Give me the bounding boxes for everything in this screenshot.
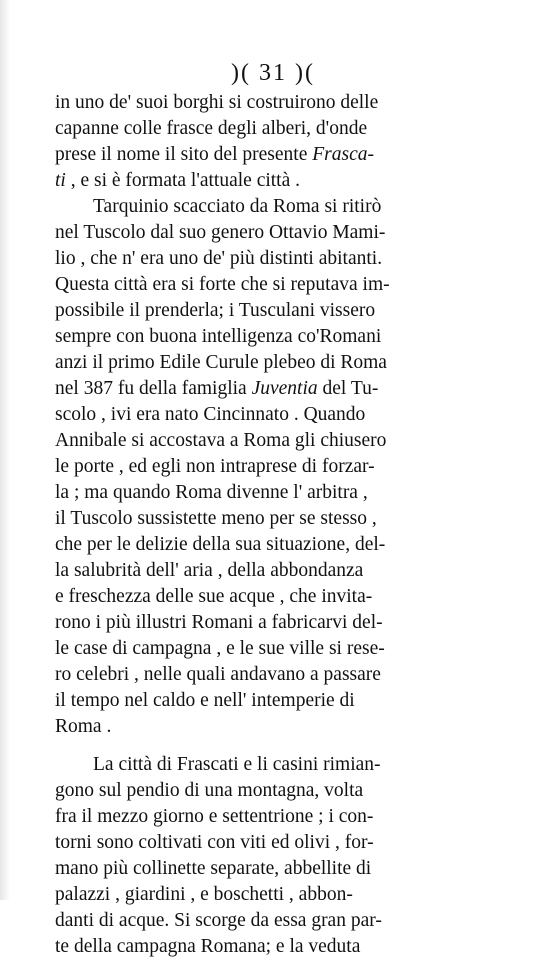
text-line xyxy=(55,220,465,246)
text-line xyxy=(55,324,465,350)
text-run: possibile il prenderla; i Tusculani vissero xyxy=(55,300,376,321)
text-line xyxy=(55,376,465,402)
text-run: mano più collinette separate, abbellite di xyxy=(55,858,372,879)
text-line xyxy=(55,90,465,116)
text-run: e freschezza delle sue acque , che invita- xyxy=(55,586,373,607)
text-run: Annibale si accostava a Roma gli chiusero xyxy=(55,430,387,451)
text-line xyxy=(55,194,465,220)
text-line xyxy=(55,662,465,688)
text-line xyxy=(55,532,465,558)
text-line xyxy=(55,480,465,506)
text-run: fra il mezzo giorno e settentrione ; i con- xyxy=(55,806,374,827)
text-run: sempre con buona intelligenza co'Romani xyxy=(55,326,382,347)
text-run: Roma . xyxy=(55,716,112,737)
text-run: che per le delizie della sua situazione, del- xyxy=(55,534,386,555)
page-header: )( 31 )( xyxy=(231,60,315,86)
text-line xyxy=(55,714,465,740)
text-run: le porte , ed egli non intraprese di forzar- xyxy=(55,456,375,477)
text-line xyxy=(55,142,465,168)
text-run: le case di campagna , e le sue ville si rese- xyxy=(55,638,385,659)
text-run: del Tu- xyxy=(317,378,379,399)
text-run: lio , che n' era uno de' più distinti abitanti. xyxy=(55,248,383,269)
italic-text: Juventia xyxy=(251,378,318,399)
text-run: anzi il primo Edile Curule plebeo di Roma xyxy=(55,352,387,373)
text-line xyxy=(55,882,465,908)
text-run: nel 387 fu della famiglia xyxy=(55,378,252,399)
text-run: , e si è formata l'attuale città . xyxy=(65,170,301,191)
text-run: la ; ma quando Roma divenne l' arbitra , xyxy=(55,482,368,503)
text-line xyxy=(55,246,465,272)
text-line xyxy=(55,428,465,454)
paragraph-gap xyxy=(55,740,465,752)
text-run: rono i più illustri Romani a fabricarvi del- xyxy=(55,612,383,633)
text-run: Tarquinio scacciato da Roma si ritirò xyxy=(93,196,382,217)
text-line xyxy=(55,454,465,480)
text-run: la salubrità dell' aria , della abbondanza xyxy=(55,560,364,581)
page-gutter-shadow xyxy=(0,0,10,900)
text-run: capanne colle frasce degli alberi, d'onde xyxy=(55,118,368,139)
text-line xyxy=(55,688,465,714)
page-body-text xyxy=(55,90,465,960)
text-run: torni sono coltivati con viti ed olivi , for- xyxy=(55,832,374,853)
text-line xyxy=(55,804,465,830)
text-line xyxy=(55,272,465,298)
text-run: scolo , ivi era nato Cincinnato . Quando xyxy=(55,404,366,425)
text-run: palazzi , giardini , e boschetti , abbon- xyxy=(55,884,353,905)
text-line xyxy=(55,934,465,960)
text-run: La città di Frascati e li casini rimian- xyxy=(93,754,381,775)
text-line xyxy=(55,298,465,324)
text-run: nel Tuscolo dal suo genero Ottavio Mami- xyxy=(55,222,386,243)
text-line xyxy=(55,558,465,584)
text-line xyxy=(55,908,465,934)
text-line xyxy=(55,636,465,662)
text-line xyxy=(55,856,465,882)
text-line xyxy=(55,778,465,804)
text-line xyxy=(55,350,465,376)
text-run: il Tuscolo sussistette meno per se stesso , xyxy=(55,508,377,529)
text-run: ro celebri , nelle quali andavano a passare xyxy=(55,664,381,685)
text-run: in uno de' suoi borghi si costruirono delle xyxy=(55,92,379,113)
italic-text: ti xyxy=(55,170,66,191)
text-line xyxy=(55,168,465,194)
text-line xyxy=(55,830,465,856)
text-run: danti di acque. Si scorge da essa gran par- xyxy=(55,910,382,931)
text-line xyxy=(55,402,465,428)
text-run: te della campagna Romana; e la veduta xyxy=(55,936,361,957)
text-line xyxy=(55,116,465,142)
text-line xyxy=(55,610,465,636)
text-run: il tempo nel caldo e nell' intemperie di xyxy=(55,690,355,711)
italic-text: Frasca- xyxy=(312,144,374,165)
text-run: gono sul pendio di una montagna, volta xyxy=(55,780,364,801)
text-line xyxy=(55,506,465,532)
text-line xyxy=(55,752,465,778)
text-run: Questa città era si forte che si reputava im- xyxy=(55,274,390,295)
text-line xyxy=(55,584,465,610)
text-run: prese il nome il sito del presente xyxy=(55,144,313,165)
